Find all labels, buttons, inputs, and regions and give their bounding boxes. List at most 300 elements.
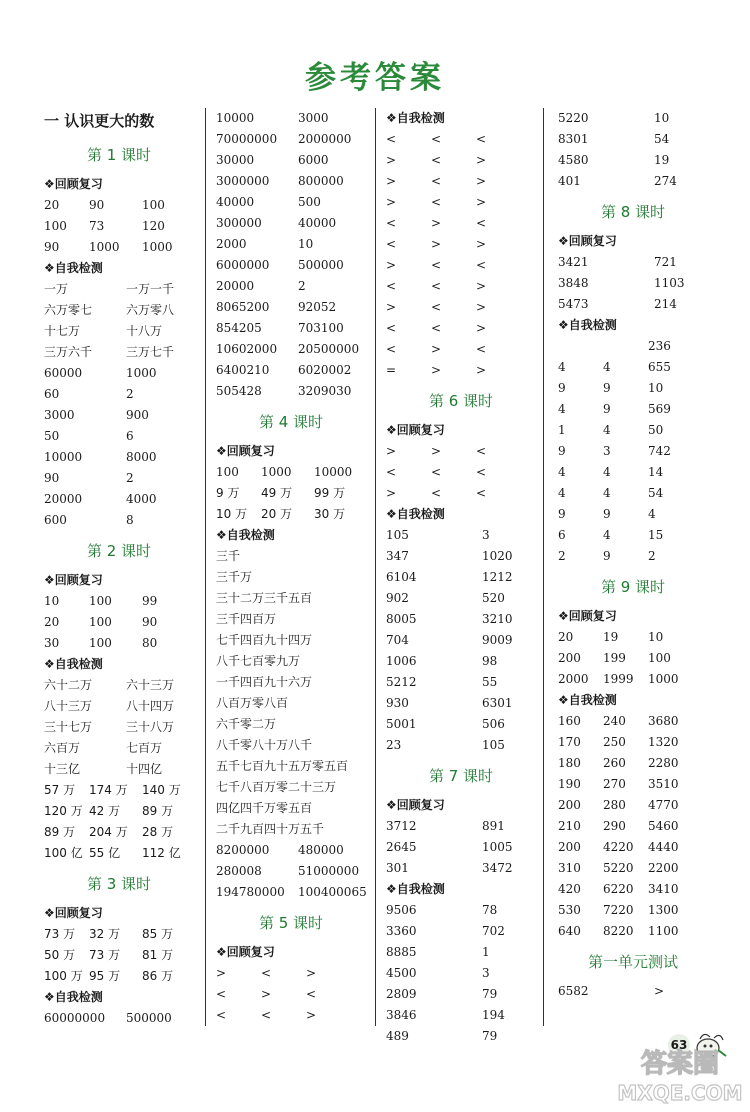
answer-row: [44, 633, 194, 654]
answer-row: [558, 273, 708, 294]
answer-value: 100: [44, 219, 67, 233]
answer-value: <: [386, 279, 397, 293]
answer-value: 79: [482, 1029, 498, 1043]
answer-value: 100: [216, 465, 239, 479]
answer-row: [386, 630, 536, 651]
answer-row: [386, 858, 536, 879]
section-label: ❖自我检测: [216, 528, 275, 542]
answer-row: [44, 426, 194, 447]
answer-value: 655: [648, 360, 671, 374]
answer-row: [216, 777, 366, 798]
answer-value: 10000: [44, 450, 83, 464]
answer-value: 900: [126, 408, 149, 422]
answer-value: 八百万零八百: [216, 696, 289, 710]
answer-row: [44, 966, 194, 987]
answer-value: 六万零七: [44, 303, 93, 317]
answer-value: 86 万: [142, 969, 174, 983]
answer-row: [558, 504, 708, 525]
answer-value: 20: [44, 198, 60, 212]
answer-value: 10: [648, 381, 664, 395]
answer-column-1: [44, 108, 194, 1029]
answer-value: 60000: [44, 366, 83, 380]
answer-value: [558, 336, 603, 357]
answer-value: 640: [558, 924, 581, 938]
answer-row: [216, 339, 366, 360]
answer-value: 1006: [386, 654, 417, 668]
answer-value: >: [476, 237, 487, 251]
lesson-heading: 第 2 课时: [86, 542, 152, 560]
answer-value: <: [431, 174, 442, 188]
answer-value: 20: [44, 615, 60, 629]
answer-value: <: [216, 987, 227, 1001]
answer-row: [386, 1026, 536, 1047]
answer-row: [558, 399, 708, 420]
answer-row: [44, 924, 194, 945]
answer-value: >: [386, 174, 397, 188]
answer-value: 10: [654, 111, 670, 125]
answer-value: <: [386, 237, 397, 251]
answer-value: 3000000: [216, 174, 270, 188]
answer-row: [216, 756, 366, 777]
answer-row: [216, 1005, 366, 1026]
answer-value: >: [476, 363, 487, 377]
answer-row: [44, 384, 194, 405]
answer-value: 20000: [44, 492, 83, 506]
answer-value: 160: [558, 714, 581, 728]
answer-value: 五千七百九十五万零五百: [216, 759, 349, 773]
answer-row: [386, 483, 536, 504]
answer-value: 9: [603, 402, 611, 416]
answer-row: [216, 630, 366, 651]
answer-value: 19: [654, 153, 670, 167]
answer-column-4: [558, 108, 708, 1002]
answer-row: [386, 129, 536, 150]
answer-value: 100: [89, 636, 112, 650]
answer-value: 55: [482, 675, 498, 689]
answer-value: <: [476, 444, 487, 458]
answer-value: 520: [482, 591, 505, 605]
answer-value: 1999: [603, 672, 634, 686]
watermark-logo: [612, 1042, 748, 1108]
answer-row: [558, 420, 708, 441]
answer-row: [558, 150, 708, 171]
answer-value: <: [431, 300, 442, 314]
answer-row: [216, 150, 366, 171]
answer-value: 50: [44, 429, 60, 443]
answer-value: 280008: [216, 864, 262, 878]
answer-column-3: [386, 108, 536, 1047]
answer-value: 30: [44, 636, 60, 650]
answer-row: [44, 780, 194, 801]
answer-row: [386, 963, 536, 984]
answer-value: 569: [648, 402, 671, 416]
answer-value: 3712: [386, 819, 417, 833]
section-label: ❖自我检测: [44, 657, 103, 671]
answer-value: 10000: [216, 111, 255, 125]
answer-value: 9: [603, 381, 611, 395]
answer-value: 100: [142, 198, 165, 212]
answer-value: 5212: [386, 675, 417, 689]
answer-value: 73 万: [89, 948, 121, 962]
answer-row: [558, 711, 708, 732]
answer-row: [386, 150, 536, 171]
answer-row: [44, 342, 194, 363]
answer-value: <: [476, 258, 487, 272]
answer-value: 120: [142, 219, 165, 233]
answer-row: [44, 612, 194, 633]
answer-value: >: [386, 195, 397, 209]
answer-value: 3209030: [298, 384, 352, 398]
answer-row: [558, 336, 708, 357]
answer-value: 三万六千: [44, 345, 93, 359]
answer-value: 10: [44, 594, 60, 608]
answer-value: 4580: [558, 153, 589, 167]
answer-row: [216, 213, 366, 234]
answer-row: [386, 297, 536, 318]
answer-value: >: [386, 258, 397, 272]
answer-value: 十八万: [126, 324, 163, 338]
answer-value: 9: [603, 549, 611, 563]
answer-value: 100: [648, 651, 671, 665]
answer-value: 8885: [386, 945, 417, 959]
section-label: ❖自我检测: [558, 318, 617, 332]
svg-text:答案圈: 答案圈: [640, 1049, 720, 1079]
answer-value: 60000000: [44, 1011, 106, 1025]
answer-value: 2: [558, 549, 566, 563]
answer-row: [216, 462, 366, 483]
answer-row: [44, 237, 194, 258]
answer-value: 30000: [216, 153, 255, 167]
answer-row: [216, 381, 366, 402]
answer-value: 9: [603, 507, 611, 521]
answer-value: 十四亿: [126, 762, 163, 776]
answer-value: 3510: [648, 777, 679, 791]
answer-value: 2: [126, 471, 134, 485]
answer-value: 六万零八: [126, 303, 175, 317]
answer-value: 5220: [558, 111, 589, 125]
answer-value: <: [386, 216, 397, 230]
answer-value: 930: [386, 696, 409, 710]
answer-value: 4: [558, 360, 566, 374]
answer-row: [386, 339, 536, 360]
lesson-heading: 第 4 课时: [258, 413, 324, 431]
answer-value: 210: [558, 819, 581, 833]
answer-value: 240: [603, 714, 626, 728]
answer-value: 一万一千: [126, 282, 175, 296]
answer-value: 1100: [648, 924, 679, 938]
answer-value: <: [431, 195, 442, 209]
answer-row: [216, 297, 366, 318]
answer-value: 4: [648, 507, 656, 521]
answer-row: [558, 900, 708, 921]
answer-row: [44, 363, 194, 384]
answer-row: [386, 318, 536, 339]
answer-row: [558, 753, 708, 774]
answer-value: 301: [386, 861, 409, 875]
answer-row: [44, 447, 194, 468]
answer-row: [216, 129, 366, 150]
answer-value: 4440: [648, 840, 679, 854]
answer-value: 70000000: [216, 132, 278, 146]
answer-value: 2280: [648, 756, 679, 770]
answer-value: >: [386, 444, 397, 458]
answer-value: 290: [603, 819, 626, 833]
answer-value: 721: [654, 255, 677, 269]
answer-value: 9: [558, 381, 566, 395]
answer-value: 600: [44, 513, 67, 527]
answer-value: 530: [558, 903, 581, 917]
answer-row: [44, 468, 194, 489]
answer-value: >: [431, 216, 442, 230]
answer-value: 200: [558, 840, 581, 854]
answer-value: 2: [126, 387, 134, 401]
answer-value: 20500000: [298, 342, 360, 356]
answer-value: 98: [482, 654, 498, 668]
answer-value: =: [386, 363, 397, 377]
answer-value: >: [261, 987, 272, 1001]
answer-value: 9 万: [216, 486, 240, 500]
answer-row: [216, 693, 366, 714]
answer-row: [558, 879, 708, 900]
answer-row: [216, 255, 366, 276]
answer-value: 170: [558, 735, 581, 749]
answer-row: [558, 648, 708, 669]
answer-value: 199: [603, 651, 626, 665]
answer-value: 100: [89, 594, 112, 608]
answer-value: 704: [386, 633, 409, 647]
answer-value: 20 万: [261, 507, 293, 521]
answer-value: 40000: [298, 216, 337, 230]
answer-row: [386, 1005, 536, 1026]
answer-value: 1320: [648, 735, 679, 749]
answer-value: 1103: [654, 276, 685, 290]
answer-value: 3360: [386, 924, 417, 938]
answer-row: [216, 735, 366, 756]
answer-value: 99: [142, 594, 158, 608]
answer-value: <: [386, 132, 397, 146]
answer-value: 280: [603, 798, 626, 812]
answer-row: [558, 981, 708, 1002]
answer-row: [216, 234, 366, 255]
answer-value: 4: [603, 360, 611, 374]
answer-value: 200: [558, 651, 581, 665]
answer-value: <: [386, 342, 397, 356]
lesson-heading: 第 5 课时: [258, 914, 324, 932]
answer-value: 1000: [142, 240, 173, 254]
answer-value: 79: [482, 987, 498, 1001]
answer-value: >: [476, 300, 487, 314]
section-label: ❖回顾复习: [386, 423, 445, 437]
answer-value: 8: [126, 513, 134, 527]
answer-row: [44, 279, 194, 300]
answer-value: 90: [142, 615, 158, 629]
answer-value: 89 万: [44, 825, 76, 839]
answer-value: 891: [482, 819, 505, 833]
answer-value: 800000: [298, 174, 344, 188]
answer-row: [44, 675, 194, 696]
answer-value: 4: [558, 465, 566, 479]
answer-value: 500: [298, 195, 321, 209]
answer-value: 112 亿: [142, 846, 181, 860]
answer-row: [44, 759, 194, 780]
answer-value: 三千: [216, 549, 241, 563]
answer-row: [216, 276, 366, 297]
answer-row: [44, 801, 194, 822]
answer-value: <: [261, 966, 272, 980]
answer-row: [558, 294, 708, 315]
answer-value: <: [216, 1008, 227, 1022]
answer-value: 一千四百九十六万: [216, 675, 313, 689]
answer-value: 505428: [216, 384, 262, 398]
answer-value: <: [386, 321, 397, 335]
answer-value: 六十三万: [126, 678, 175, 692]
answer-value: 854205: [216, 321, 262, 335]
answer-row: [44, 195, 194, 216]
answer-value: <: [476, 342, 487, 356]
answer-value: >: [476, 321, 487, 335]
answer-value: 190: [558, 777, 581, 791]
answer-row: [386, 525, 536, 546]
answer-value: 4770: [648, 798, 679, 812]
column-divider: [375, 108, 376, 1026]
answer-value: 420: [558, 882, 581, 896]
answer-value: 28 万: [142, 825, 174, 839]
answer-value: 三千四百万: [216, 612, 277, 626]
answer-value: >: [386, 300, 397, 314]
answer-row: [558, 462, 708, 483]
answer-value: 6000000: [216, 258, 270, 272]
answer-row: [386, 942, 536, 963]
answer-value: 3210: [482, 612, 513, 626]
answer-row: [558, 858, 708, 879]
answer-row: [44, 843, 194, 864]
lesson-heading: 第 6 课时: [428, 392, 494, 410]
answer-value: 6400210: [216, 363, 270, 377]
answer-value: <: [431, 258, 442, 272]
answer-value: <: [431, 465, 442, 479]
answer-value: 300000: [216, 216, 262, 230]
answer-value: 4: [558, 486, 566, 500]
answer-value: 19: [603, 630, 619, 644]
answer-row: [558, 627, 708, 648]
answer-value: 214: [654, 297, 677, 311]
answer-row: [216, 819, 366, 840]
answer-value: 10: [648, 630, 664, 644]
answer-value: 15: [648, 528, 664, 542]
answer-value: 250: [603, 735, 626, 749]
answer-value: 七千八百万零二十三万: [216, 780, 337, 794]
answer-value: 500000: [126, 1011, 172, 1025]
answer-row: [386, 651, 536, 672]
answer-value: <: [431, 321, 442, 335]
answer-value: 73 万: [44, 927, 76, 941]
answer-row: [558, 108, 708, 129]
answer-row: [386, 588, 536, 609]
answer-value: <: [306, 987, 317, 1001]
section-label: ❖回顾复习: [386, 798, 445, 812]
answer-value: 8065200: [216, 300, 270, 314]
answer-row: [216, 672, 366, 693]
answer-row: [558, 129, 708, 150]
section-label: ❖自我检测: [44, 261, 103, 275]
answer-value: 1000: [126, 366, 157, 380]
answer-row: [216, 963, 366, 984]
answer-value: 6000: [298, 153, 329, 167]
answer-value: <: [431, 153, 442, 167]
answer-value: <: [476, 486, 487, 500]
answer-value: 3472: [482, 861, 513, 875]
unit-heading: 一 认识更大的数: [44, 112, 155, 130]
answer-value: 4: [603, 465, 611, 479]
section-label: ❖回顾复习: [216, 945, 275, 959]
answer-value: <: [431, 132, 442, 146]
answer-row: [386, 816, 536, 837]
answer-value: 三十二万三千五百: [216, 591, 313, 605]
answer-value: <: [476, 216, 487, 230]
answer-row: [44, 405, 194, 426]
answer-value: 3410: [648, 882, 679, 896]
answer-value: 105: [482, 738, 505, 752]
answer-value: <: [261, 1008, 272, 1022]
answer-value: 10 万: [216, 507, 248, 521]
answer-row: [216, 840, 366, 861]
answer-value: 194780000: [216, 885, 285, 899]
answer-row: [386, 276, 536, 297]
answer-value: 1020: [482, 549, 513, 563]
answer-value: 6582: [558, 984, 589, 998]
answer-value: 3000: [298, 111, 329, 125]
answer-value: 3000: [44, 408, 75, 422]
answer-value: 32 万: [89, 927, 121, 941]
answer-value: 9: [558, 507, 566, 521]
section-label: ❖回顾复习: [558, 609, 617, 623]
answer-value: 90: [89, 198, 105, 212]
answer-value: 100 亿: [44, 846, 83, 860]
answer-value: 6: [126, 429, 134, 443]
answer-value: 140 万: [142, 783, 181, 797]
answer-value: 3: [482, 528, 490, 542]
answer-value: 489: [386, 1029, 409, 1043]
answer-value: 9: [558, 444, 566, 458]
answer-value: 10: [298, 237, 314, 251]
answer-row: [216, 588, 366, 609]
answer-value: 八千七百零九万: [216, 654, 301, 668]
answer-value: 7220: [603, 903, 634, 917]
answer-value: 8220: [603, 924, 634, 938]
answer-value: 三十七万: [44, 720, 93, 734]
answer-value: 54: [648, 486, 664, 500]
answer-row: [386, 462, 536, 483]
answer-row: [216, 108, 366, 129]
lesson-heading: 第 1 课时: [86, 146, 152, 164]
answer-value: 4: [603, 528, 611, 542]
answer-value: 三万七千: [126, 345, 175, 359]
answer-row: [386, 213, 536, 234]
answer-value: 1000: [648, 672, 679, 686]
answer-value: 902: [386, 591, 409, 605]
answer-row: [558, 252, 708, 273]
answer-row: [386, 609, 536, 630]
answer-value: 120 万: [44, 804, 83, 818]
answer-value: 105: [386, 528, 409, 542]
answer-value: 92052: [298, 300, 337, 314]
answer-row: [216, 651, 366, 672]
answer-row: [44, 300, 194, 321]
answer-value: 90: [44, 471, 60, 485]
section-label: ❖回顾复习: [44, 573, 103, 587]
answer-value: 六千零二万: [216, 717, 277, 731]
answer-value: 81 万: [142, 948, 174, 962]
